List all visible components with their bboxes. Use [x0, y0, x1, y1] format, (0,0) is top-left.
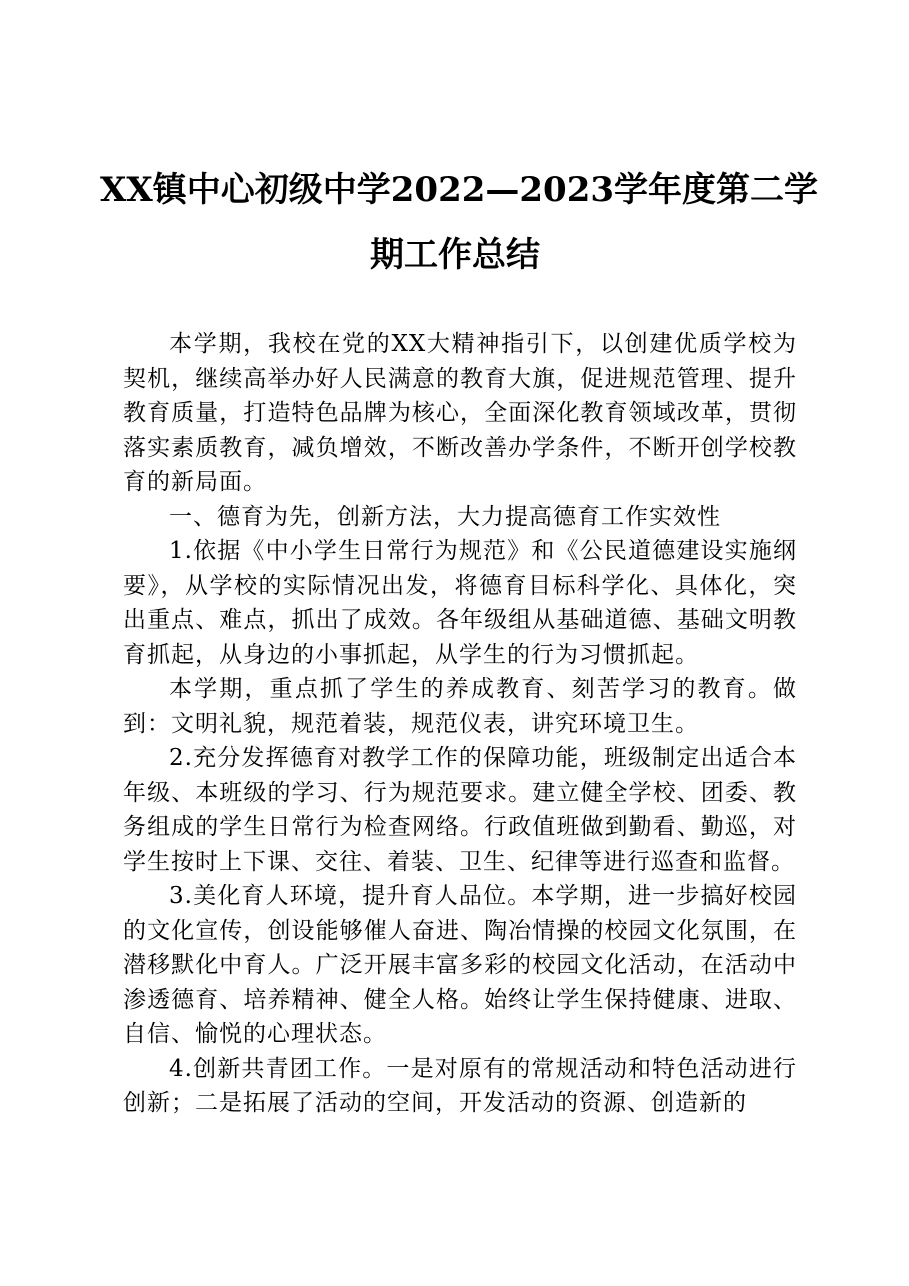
body-paragraph: 本学期，重点抓了学生的养成教育、刻苦学习的教育。做到：文明礼貌，规范着装，规范仪表，讲究环境卫生。: [123, 676, 797, 737]
body-paragraph: 4.创新共青团工作。一是对原有的常规活动和特色活动进行创新；二是拓展了活动的空间，开发活动的资源、创造新的: [123, 1055, 797, 1116]
section-heading-moral-education: 一、德育为先，创新方法，大力提高德育工作实效性: [169, 503, 721, 530]
intro-paragraph: 本学期，我校在党的XX大精神指引下，以创建优质学校为契机，继续高举办好人民满意的教育大旗，促进规范管理、提升教育质量，打造特色品牌为核心，全面深化教育领域改革，贯彻落实素质教育，减负增效，不断改善办学条件，不断开创学校教育的新局面。: [123, 331, 797, 495]
document-title-line-2: 期工作总结: [370, 235, 540, 275]
body-paragraph: 2.充分发挥德育对教学工作的保障功能，班级制定出适合本年级、本班级的学习、行为规范要求。建立健全学校、团委、教务组成的学生日常行为检查网络。行政值班做到勤看、勤巡，对学生按时上下课、交往、着装、卫生、纪律等进行巡查和监督。: [123, 745, 797, 875]
document-body: [123, 327, 797, 1121]
document-title-line-1: XX镇中心初级中学2022—2023学年度第二学: [100, 170, 819, 210]
body-paragraph: 3.美化育人环境，提升育人品位。本学期，进一步搞好校园的文化宣传，创设能够催人奋进、陶冶情操的校园文化氛围，在潜移默化中育人。广泛开展丰富多彩的校园文化活动，在活动中渗透德育、培养精神、健全人格。始终让学生保持健康、进取、自信、愉悦的心理状态。: [123, 883, 797, 1047]
body-paragraph: 1.依据《中小学生日常行为规范》和《公民道德建设实施纲要》，从学校的实际情况出发，将德育目标科学化、具体化，突出重点、难点，抓出了成效。各年级组从基础道德、基础文明教育抓起，从身边的小事抓起，从学生的行为习惯抓起。: [123, 538, 797, 668]
